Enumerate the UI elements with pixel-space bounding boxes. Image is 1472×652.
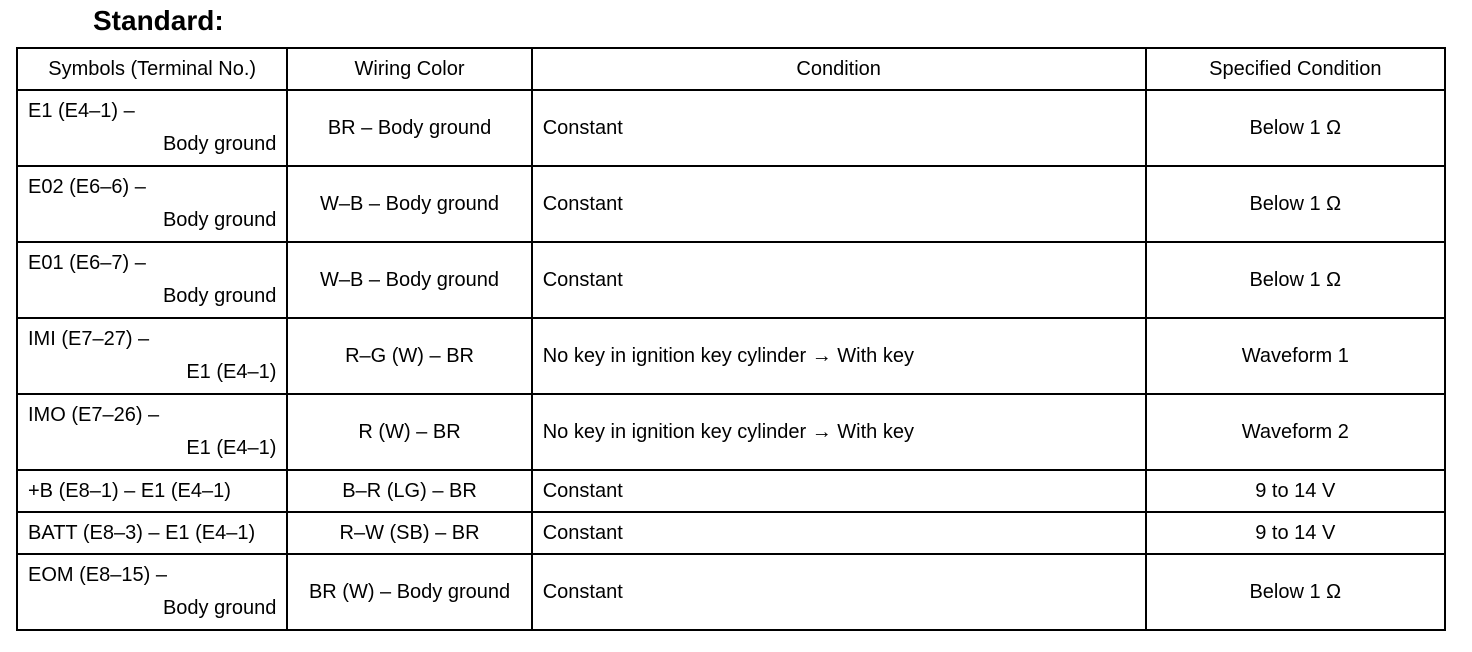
symbol-cell: +B (E8–1) – E1 (E4–1)	[17, 470, 287, 512]
section-title: Standard:	[93, 5, 224, 36]
spec-cell: Below 1 Ω	[1146, 554, 1445, 630]
table-header-row	[17, 48, 1445, 90]
condition-cell: Constant	[532, 554, 1146, 630]
symbol-line: Body ground	[162, 209, 277, 231]
symbol-line: IMO (E7–26) –	[28, 404, 160, 426]
table-row	[17, 90, 1445, 166]
symbol-cell	[17, 554, 287, 630]
spec-cell: Waveform 2	[1146, 394, 1445, 470]
symbol-line: IMI (E7–27) –	[28, 328, 150, 350]
table-row	[17, 554, 1445, 630]
header-symbols: Symbols (Terminal No.)	[17, 48, 287, 90]
spec-cell: 9 to 14 V	[1146, 512, 1445, 554]
table-row	[17, 470, 1445, 512]
spec-cell: Waveform 1	[1146, 318, 1445, 394]
symbol-line: E02 (E6–6) –	[28, 176, 146, 198]
symbol-line: E01 (E6–7) –	[28, 252, 146, 274]
table-row	[17, 242, 1445, 318]
condition-cell: No key in ignition key cylinder → With key	[532, 394, 1146, 470]
symbol-cell	[17, 394, 287, 470]
condition-cell: Constant	[532, 90, 1146, 166]
header-specified-condition: Specified Condition	[1146, 48, 1445, 90]
spec-cell: Below 1 Ω	[1146, 242, 1445, 318]
standard-table	[16, 47, 1446, 631]
symbol-line: E1 (E4–1)	[186, 437, 277, 459]
wiring-cell: R (W) – BR	[287, 394, 531, 470]
symbol-cell	[17, 166, 287, 242]
symbol-line: EOM (E8–15) –	[28, 564, 167, 586]
wiring-cell: R–W (SB) – BR	[287, 512, 531, 554]
wiring-cell: W–B – Body ground	[287, 242, 531, 318]
wiring-cell: BR – Body ground	[287, 90, 531, 166]
symbol-line: E1 (E4–1) –	[28, 100, 135, 122]
condition-cell: No key in ignition key cylinder → With key	[532, 318, 1146, 394]
table-row	[17, 166, 1445, 242]
spec-cell: Below 1 Ω	[1146, 166, 1445, 242]
table-row	[17, 394, 1445, 470]
symbol-cell	[17, 90, 287, 166]
wiring-cell: BR (W) – Body ground	[287, 554, 531, 630]
condition-cell: Constant	[532, 512, 1146, 554]
spec-cell: Below 1 Ω	[1146, 90, 1445, 166]
symbol-line: E1 (E4–1)	[186, 361, 277, 383]
header-wiring-color: Wiring Color	[287, 48, 531, 90]
condition-cell: Constant	[532, 242, 1146, 318]
symbol-cell	[17, 242, 287, 318]
wiring-cell: W–B – Body ground	[287, 166, 531, 242]
condition-cell: Constant	[532, 166, 1146, 242]
symbol-line: Body ground	[162, 133, 277, 155]
wiring-cell: B–R (LG) – BR	[287, 470, 531, 512]
table-row	[17, 512, 1445, 554]
symbol-cell: BATT (E8–3) – E1 (E4–1)	[17, 512, 287, 554]
header-condition: Condition	[532, 48, 1146, 90]
table-row	[17, 318, 1445, 394]
wiring-cell: R–G (W) – BR	[287, 318, 531, 394]
symbol-line: Body ground	[162, 597, 277, 619]
spec-cell: 9 to 14 V	[1146, 470, 1445, 512]
condition-cell: Constant	[532, 470, 1146, 512]
symbol-cell	[17, 318, 287, 394]
symbol-line: Body ground	[162, 285, 277, 307]
